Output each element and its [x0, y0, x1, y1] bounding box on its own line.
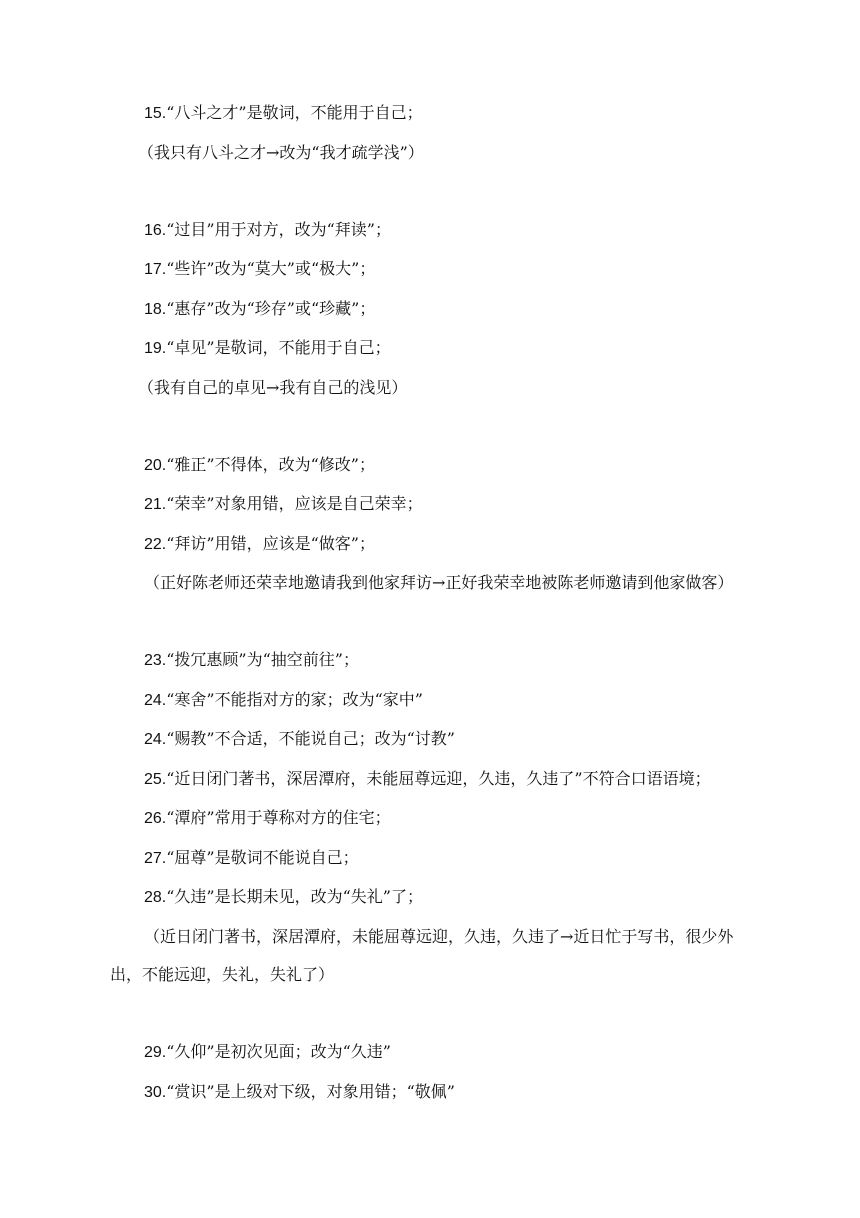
item-text: “久仰”是初次见面；改为“久违”	[166, 1042, 391, 1061]
paragraph-gap	[110, 995, 750, 1034]
item-text: “久违”是长期未见，改为“失礼”了；	[166, 887, 423, 906]
correction-item	[110, 211, 750, 251]
example-note: （正好陈老师还荣幸地邀请我到他家拜访→正好我荣幸地被陈老师邀请到他家做客）	[144, 573, 734, 592]
item-text: “些许”改为“莫大”或“极大”；	[166, 259, 376, 278]
item-number: 30.	[144, 1083, 167, 1101]
correction-item	[110, 760, 750, 800]
item-number: 24.	[144, 691, 167, 709]
correction-item	[110, 485, 750, 525]
example-note: （近日闭门著书，深居潭府，未能屈尊远迎，久违，久违了→近日忙于写书，很少外出，不能远迎，失礼，失礼了）	[110, 926, 734, 984]
correction-item	[110, 250, 750, 290]
item-number: 25.	[144, 770, 167, 788]
item-number: 23.	[144, 652, 167, 669]
paragraph-gap	[110, 407, 750, 446]
item-text: “雅正”不得体，改为“修改”；	[166, 454, 375, 474]
item-number: 20.	[144, 456, 167, 474]
correction-item	[110, 839, 750, 879]
item-number: 17.	[144, 261, 167, 278]
paragraph-gap	[110, 172, 750, 211]
item-number: 15.	[144, 105, 167, 122]
item-text: “近日闭门著书，深居潭府，未能屈尊远迎，久违，久违了”不符合口语语境；	[166, 768, 711, 788]
item-text: “赐教”不合适，不能说自己；改为“讨教”	[166, 729, 455, 748]
correction-item	[110, 1033, 750, 1073]
document-body	[110, 94, 750, 1112]
item-text: “卓见”是敬词，不能用于自己；	[166, 338, 391, 357]
item-number: 27.	[144, 849, 167, 867]
item-number: 26.	[144, 810, 167, 827]
item-number: 24.	[144, 731, 167, 748]
item-text: “荣幸”对象用错，应该是自己荣幸；	[166, 494, 423, 513]
item-number: 22.	[144, 535, 167, 553]
correction-item	[110, 525, 750, 565]
item-number: 19.	[144, 340, 167, 357]
item-text: “拜访”用错，应该是“做客”；	[166, 533, 375, 553]
correction-item	[110, 94, 750, 134]
item-text: “过目”用于对方，改为“拜读”；	[166, 219, 391, 239]
correction-item	[110, 799, 750, 839]
correction-item	[110, 329, 750, 369]
item-text: “寒舍”不能指对方的家；改为“家中”	[166, 689, 423, 709]
item-text: “潭府”常用于尊称对方的住宅；	[166, 808, 391, 827]
item-number: 21.	[144, 496, 167, 513]
correction-item	[110, 446, 750, 486]
correction-item	[110, 681, 750, 721]
example-note: （我只有八斗之才→改为“我才疏学浅”）	[138, 142, 424, 162]
item-number: 18.	[144, 300, 167, 318]
paragraph-gap	[110, 603, 750, 642]
item-text: “拨冗惠顾”为“抽空前往”；	[166, 650, 359, 669]
correction-item	[110, 290, 750, 330]
item-text: “屈尊”是敬词不能说自己；	[166, 847, 359, 867]
correction-item	[110, 641, 750, 681]
item-number: 16.	[144, 221, 167, 239]
correction-item	[110, 878, 750, 918]
correction-item	[110, 720, 750, 760]
item-text: “惠存”改为“珍存”或“珍藏”；	[166, 298, 376, 318]
item-text: “赏识”是上级对下级，对象用错；“敬佩”	[166, 1081, 455, 1101]
item-number: 29.	[144, 1044, 167, 1061]
item-text: “八斗之才”是敬词，不能用于自己；	[166, 103, 423, 122]
item-number: 28.	[144, 889, 167, 906]
example-note: （我有自己的卓见→我有自己的浅见）	[138, 377, 408, 397]
correction-item	[110, 1073, 750, 1113]
